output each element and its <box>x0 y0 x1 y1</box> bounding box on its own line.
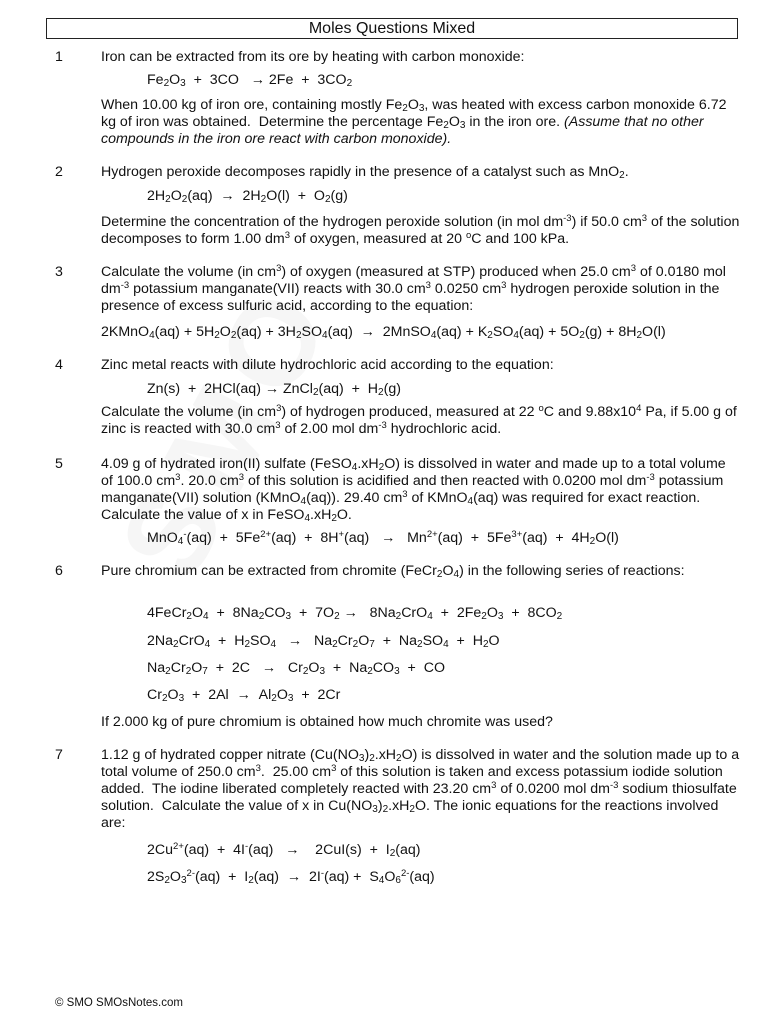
question-number: 3 <box>55 264 63 280</box>
question-body: When 10.00 kg of iron ore, containing mostly $Fe_2O_3$, was heated with excess carbon monoxide 6.72 kg of iron was obtained. Determine the percentage $Fe_2O_3$ in the iron ore. (Assume that no other compounds in the iron ore react with carbon monoxide). <box>101 97 727 147</box>
equation: $2H_2O_2(aq) \to 2H_2O(l) + O_2(g)$ <box>147 188 348 205</box>
question-number: 1 <box>55 49 63 65</box>
equation: 2KMnO$_4$(aq) + $5H_2O_2(aq) + 3H_2SO_4(aq)$ → 2MnSO$_4$(aq) + $K_2SO_4(aq) + 5O_2(g) + 8H_2O(l)$ <box>101 324 666 341</box>
equation: $Na_2Cr_2O_7 + 2C \to Cr_2O_3 + Na_2CO_3$ + CO <box>147 660 445 677</box>
question-number: 2 <box>55 164 63 180</box>
question-number: 4 <box>55 357 63 373</box>
equation: $Cr_2O_3 + 2Al \to Al_2O_3 + 2Cr$ <box>147 687 341 704</box>
question-text: Zinc metal reacts with dilute hydrochloric acid according to the equation: <box>101 357 554 373</box>
question-text: 1.12 g of hydrated copper nitrate $(Cu(NO_3)_2.xH_2O)$ is dissolved in water and the solution made up to a total volume of 250.0 $cm^3$. 25.00 $cm^3$ of this solution is taken and excess potassium iodide solution added. The iodine liberated completely reacted with 23.20 $cm^3$ of 0.0200 mol $dm^{-3}$ sodium thiosulfate solution. Calculate the value of x in $Cu(NO_3)_2.xH_2O$. The ionic equations for the reactions involved are: <box>101 747 740 831</box>
question-number: 7 <box>55 747 63 763</box>
question-number: 6 <box>55 563 63 579</box>
page-title: Moles Questions Mixed <box>46 18 738 39</box>
equation: $2Cu^{2+}(aq) + 4I^-(aq)$ → $2CuI(s) + I_2(aq)$ <box>147 841 421 859</box>
equation: $Fe_2O_3 + 3CO \to 2Fe + 3CO_2$ <box>147 72 353 89</box>
equation: $MnO_4^-(aq) + 5Fe^{2+}(aq) + 8H^+(aq) \to Mn^{2+}(aq) + 5Fe^{3+}(aq) + 4H_2O(l)$ <box>147 529 619 547</box>
equation: $2S_2O_3^{2-}(aq) + I_2(aq) \to 2I^-(aq) + S_4O_6^{2-}(aq)$ <box>147 868 435 886</box>
question-number: 5 <box>55 456 63 472</box>
question-body: If 2.000 kg of pure chromium is obtained how much chromite was used? <box>101 714 553 730</box>
footer-copyright: © SMO SMOsNotes.com <box>55 997 183 1009</box>
question-text: Hydrogen peroxide decomposes rapidly in the presence of a catalyst such as MnO$_2$. <box>101 164 629 181</box>
equation: $2Na_2CrO_4 + H_2SO_4 \to Na_2Cr_2O_7 + Na_2SO_4 + H_2O$ <box>147 633 500 650</box>
question-text: 4.09 g of hydrated iron(II) sulfate $(FeSO_4.xH_2O)$ is dissolved in water and made up to a total volume of 100.0 $cm^3$. 20.0 $cm^3$ of this solution is acidified and then reacted with 0.0200 mol $dm^{-3}$ potassium manganate(VII) solution (KMnO$_4$(aq)). 29.40 $cm^3$ of KMnO$_4$(aq) was required for exact reaction. Calculate the value of x in $FeSO_4.xH_2O$. <box>101 456 726 524</box>
question-text: Calculate the volume (in $cm^3$) of oxygen (measured at STP) produced when 25.0 $cm^3$ of 0.0180 mol $dm^{-3}$ potassium manganate(VII) reacts with 30.0 $cm^3$ 0.0250 $cm^3$ hydrogen peroxide solution in the presence of excess sulfuric acid, according to the equation: <box>101 263 726 314</box>
equation: $4FeCr_2O_4 + 8Na_2CO_3 + 7O_2 \to 8Na_2CrO_4 + 2Fe_2O_3 + 8CO_2$ <box>147 605 563 622</box>
question-text: Iron can be extracted from its ore by heating with carbon monoxide: <box>101 49 525 65</box>
question-body: Determine the concentration of the hydrogen peroxide solution (in mol $dm^{-3}$) if 50.0 $cm^3$ of the solution decomposes to form 1.00 $dm^3$ of oxygen, measured at 20 $^o$C and 100 kPa. <box>101 213 740 247</box>
equation: Zn(s) + 2HCl(aq) → ZnCl$_2$(aq) + $H_2(g)$ <box>147 381 401 398</box>
question-body: Calculate the volume (in $cm^3$) of hydrogen produced, measured at 22 $^o$C and $9.88x10^4$ Pa, if 5.00 g of zinc is reacted with 30.0 $cm^3$ of 2.00 mol $dm^{-3}$ hydrochloric acid. <box>101 403 737 437</box>
question-text: Pure chromium can be extracted from chromite $(FeCr_2O_4)$ in the following series of reactions: <box>101 563 685 580</box>
